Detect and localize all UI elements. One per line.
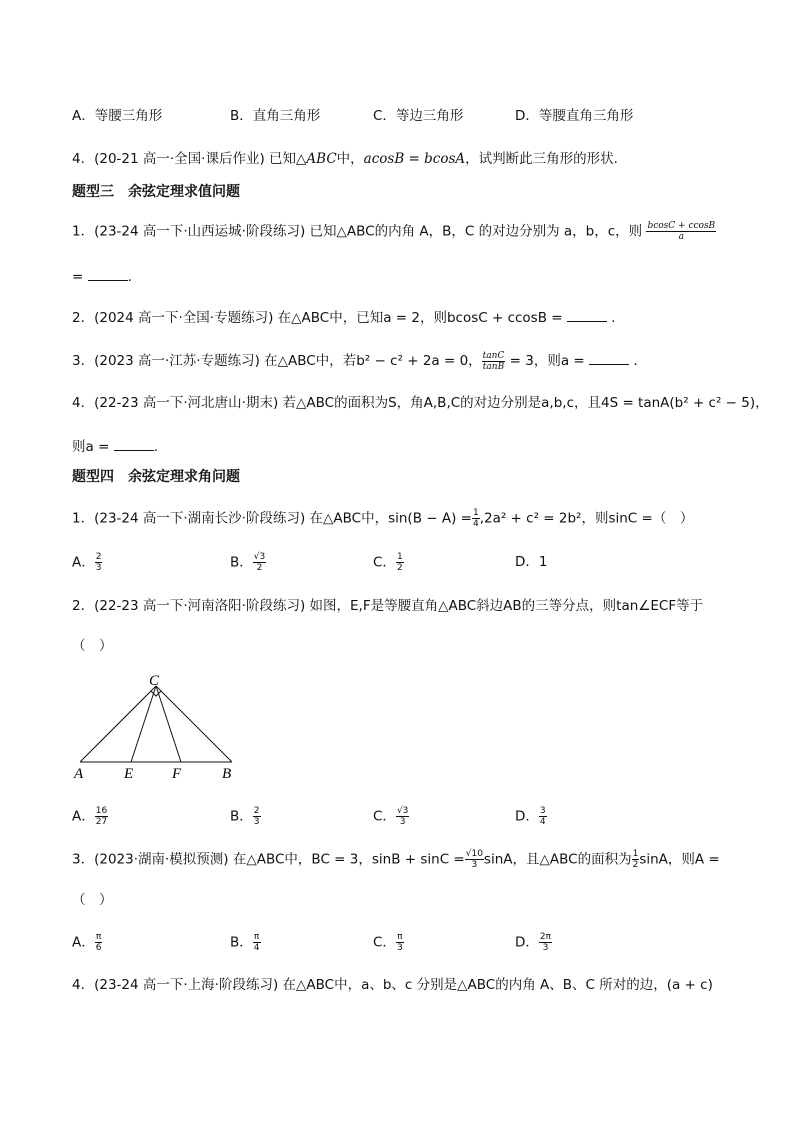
s4q2-option-c: [373, 806, 409, 827]
s3-question-1-cont: [72, 266, 132, 287]
option-c: C．等边三角形: [373, 108, 464, 124]
denominator: 3: [399, 817, 406, 827]
option-label: C．: [373, 808, 396, 825]
s4-question-1: [72, 508, 693, 529]
s4q1-option-d: D．1: [515, 554, 548, 570]
question-text: 2．(2024 高一下·全国·专题练习) 在△ABC中，已知a = 2，则bcosC + ccosB =: [72, 310, 563, 326]
s4q2-option-d: [515, 806, 547, 827]
numerator: √3: [396, 806, 409, 816]
segment-ac: [80, 686, 156, 762]
question-text: 3．(2023·湖南·模拟预测) 在△ABC中，BC = 3，sinB + sinC =: [72, 851, 465, 868]
denominator: 3: [542, 943, 549, 953]
denominator: 3: [396, 943, 403, 953]
s3-question-3: [72, 350, 638, 372]
s4q3-option-a: [72, 932, 102, 953]
label-e: E: [124, 766, 134, 782]
section-heading-4: 题型四 余弦定理求角问题: [72, 469, 240, 485]
answer-blank[interactable]: [88, 266, 128, 281]
s4-question-4: [72, 975, 713, 995]
s4q1-option-c: [373, 552, 404, 573]
question-text: ，试判断此三角形的形状．: [465, 151, 628, 167]
question-prev-4: [72, 149, 627, 169]
fraction: [539, 932, 552, 953]
option-b: B．直角三角形: [230, 108, 321, 124]
s4q3-option-d: [515, 932, 552, 953]
question-text: 3．(2023 高一·江苏·专题练习) 在△ABC中，若b² − c² + 2a = 0，: [72, 353, 482, 369]
question-text: 2．(22-23 高一下·河南洛阳·阶段练习) 如图，E,F是等腰直角△ABC斜边AB的三等分点，则tan∠ECF等于: [72, 598, 704, 614]
s4q2-option-a: [72, 806, 108, 827]
section-heading-3: 题型三 余弦定理求值问题: [72, 184, 240, 200]
triangle-name: ABC: [306, 151, 337, 167]
denominator: 4: [253, 943, 260, 953]
option-d: D．等腰直角三角形: [515, 108, 634, 124]
denominator: 3: [253, 817, 260, 827]
question-text: sinA，且△ABC的面积为: [483, 851, 632, 868]
numerator: tanC: [482, 350, 505, 361]
option-label: A．: [72, 554, 95, 571]
equals-sign: =: [72, 269, 84, 285]
denominator: a: [678, 232, 684, 242]
label-c: C: [149, 673, 160, 689]
denominator: 2: [256, 563, 263, 573]
question-text: ,2a² + c² = 2b²，则sinC =（ ）: [479, 510, 694, 527]
fraction: [95, 806, 108, 827]
numerator: 2: [253, 806, 260, 816]
numerator: 2: [95, 552, 102, 562]
period: .: [611, 310, 616, 326]
numerator: π: [253, 932, 260, 942]
denominator: 4: [539, 817, 546, 827]
numerator: 2π: [539, 932, 552, 942]
numerator: 3: [539, 806, 546, 816]
numerator: π: [95, 932, 102, 942]
option-label: B．: [230, 554, 253, 571]
option-label: B．: [230, 934, 253, 951]
fraction: [465, 849, 484, 870]
fraction: [253, 932, 261, 953]
s4-question-2-cont: （ ）: [72, 638, 113, 654]
option-label: A．: [72, 934, 95, 951]
s4q1-option-b: [230, 552, 266, 573]
period: .: [633, 353, 638, 369]
denominator: 3: [95, 563, 102, 573]
fraction: [253, 552, 266, 573]
denominator: 6: [95, 943, 102, 953]
fraction: [95, 932, 103, 953]
numerator: √3: [253, 552, 266, 562]
label-f: F: [172, 766, 182, 782]
s4q1-option-a: [72, 552, 102, 573]
answer-blank[interactable]: [589, 350, 629, 365]
denominator: 27: [95, 817, 108, 827]
answer-blank[interactable]: [114, 436, 154, 451]
numerator: 1: [472, 508, 479, 518]
fraction: [646, 221, 716, 242]
denominator: 2: [632, 860, 639, 870]
fraction: [482, 351, 506, 372]
formula: acosB = bcosA: [363, 151, 466, 167]
option-a: A．等腰三角形: [72, 108, 163, 124]
s3-question-4-cont: [72, 436, 158, 457]
s3-question-2: [72, 307, 615, 328]
option-label: D．: [515, 934, 539, 951]
numerator: 16: [95, 806, 108, 816]
question-text: 4．(20-21 高一·全国·课后作业) 已知△: [72, 151, 307, 167]
s3-question-4: [72, 393, 769, 413]
segment-cf: [156, 686, 181, 762]
answer-blank[interactable]: [567, 307, 607, 322]
fraction: [396, 806, 409, 827]
denominator: 2: [396, 563, 403, 573]
s4-question-3: [72, 849, 720, 870]
denominator: tanB: [482, 361, 505, 372]
option-label: C．: [373, 554, 396, 571]
period: .: [153, 439, 158, 455]
question-text: 则a =: [72, 439, 110, 455]
option-label: C．: [373, 934, 396, 951]
label-a: A: [74, 766, 84, 782]
s4-question-3-cont: （ ）: [72, 892, 113, 908]
question-text: 4．(22-23 高一下·河北唐山·期末) 若△ABC的面积为S，角A,B,C的对边分别是a,b,c，且4S = tanA(b² + c² − 5)，: [72, 395, 769, 411]
question-text: 4．(23-24 高一下·上海·阶段练习) 在△ABC中，a、b、c 分别是△ABC的内角 A、B、C 所对的边，(a + c): [72, 977, 713, 993]
option-label: B．: [230, 808, 253, 825]
fraction: [396, 552, 404, 573]
numerator: π: [397, 932, 403, 942]
fraction: [95, 552, 103, 573]
s3-question-1: [72, 221, 716, 242]
question-text: = 3，则a =: [509, 353, 585, 369]
fraction: [539, 806, 547, 827]
s4q2-option-b: [230, 806, 261, 827]
question-text: sinA，则A =: [639, 851, 720, 868]
label-b: B: [222, 766, 232, 782]
period: .: [127, 269, 132, 285]
segment-ce: [131, 686, 156, 762]
s4q3-option-c: [373, 932, 404, 953]
question-text: 1．(23-24 高一下·山西运城·阶段练习) 已知△ABC的内角 A，B，C 的对边分别为 a，b，c，则: [72, 223, 643, 240]
fraction: [253, 806, 261, 827]
segment-bc: [156, 686, 232, 762]
fraction: [472, 508, 480, 529]
numerator: √10: [465, 849, 483, 859]
option-label: D．: [515, 808, 539, 825]
s4-question-2: [72, 596, 703, 616]
option-label: A．: [72, 808, 95, 825]
numerator: 1: [396, 552, 403, 562]
triangle-figure: [72, 672, 242, 784]
question-text: 中，: [336, 151, 364, 167]
fraction: [396, 932, 404, 953]
question-text: 1．(23-24 高一下·湖南长沙·阶段练习) 在△ABC中，sin(B − A) =: [72, 510, 472, 527]
denominator: 3: [471, 860, 478, 870]
numerator: bcosC + ccosB: [647, 221, 716, 231]
numerator: 1: [632, 849, 639, 859]
denominator: 4: [472, 519, 479, 529]
s4q3-option-b: [230, 932, 261, 953]
